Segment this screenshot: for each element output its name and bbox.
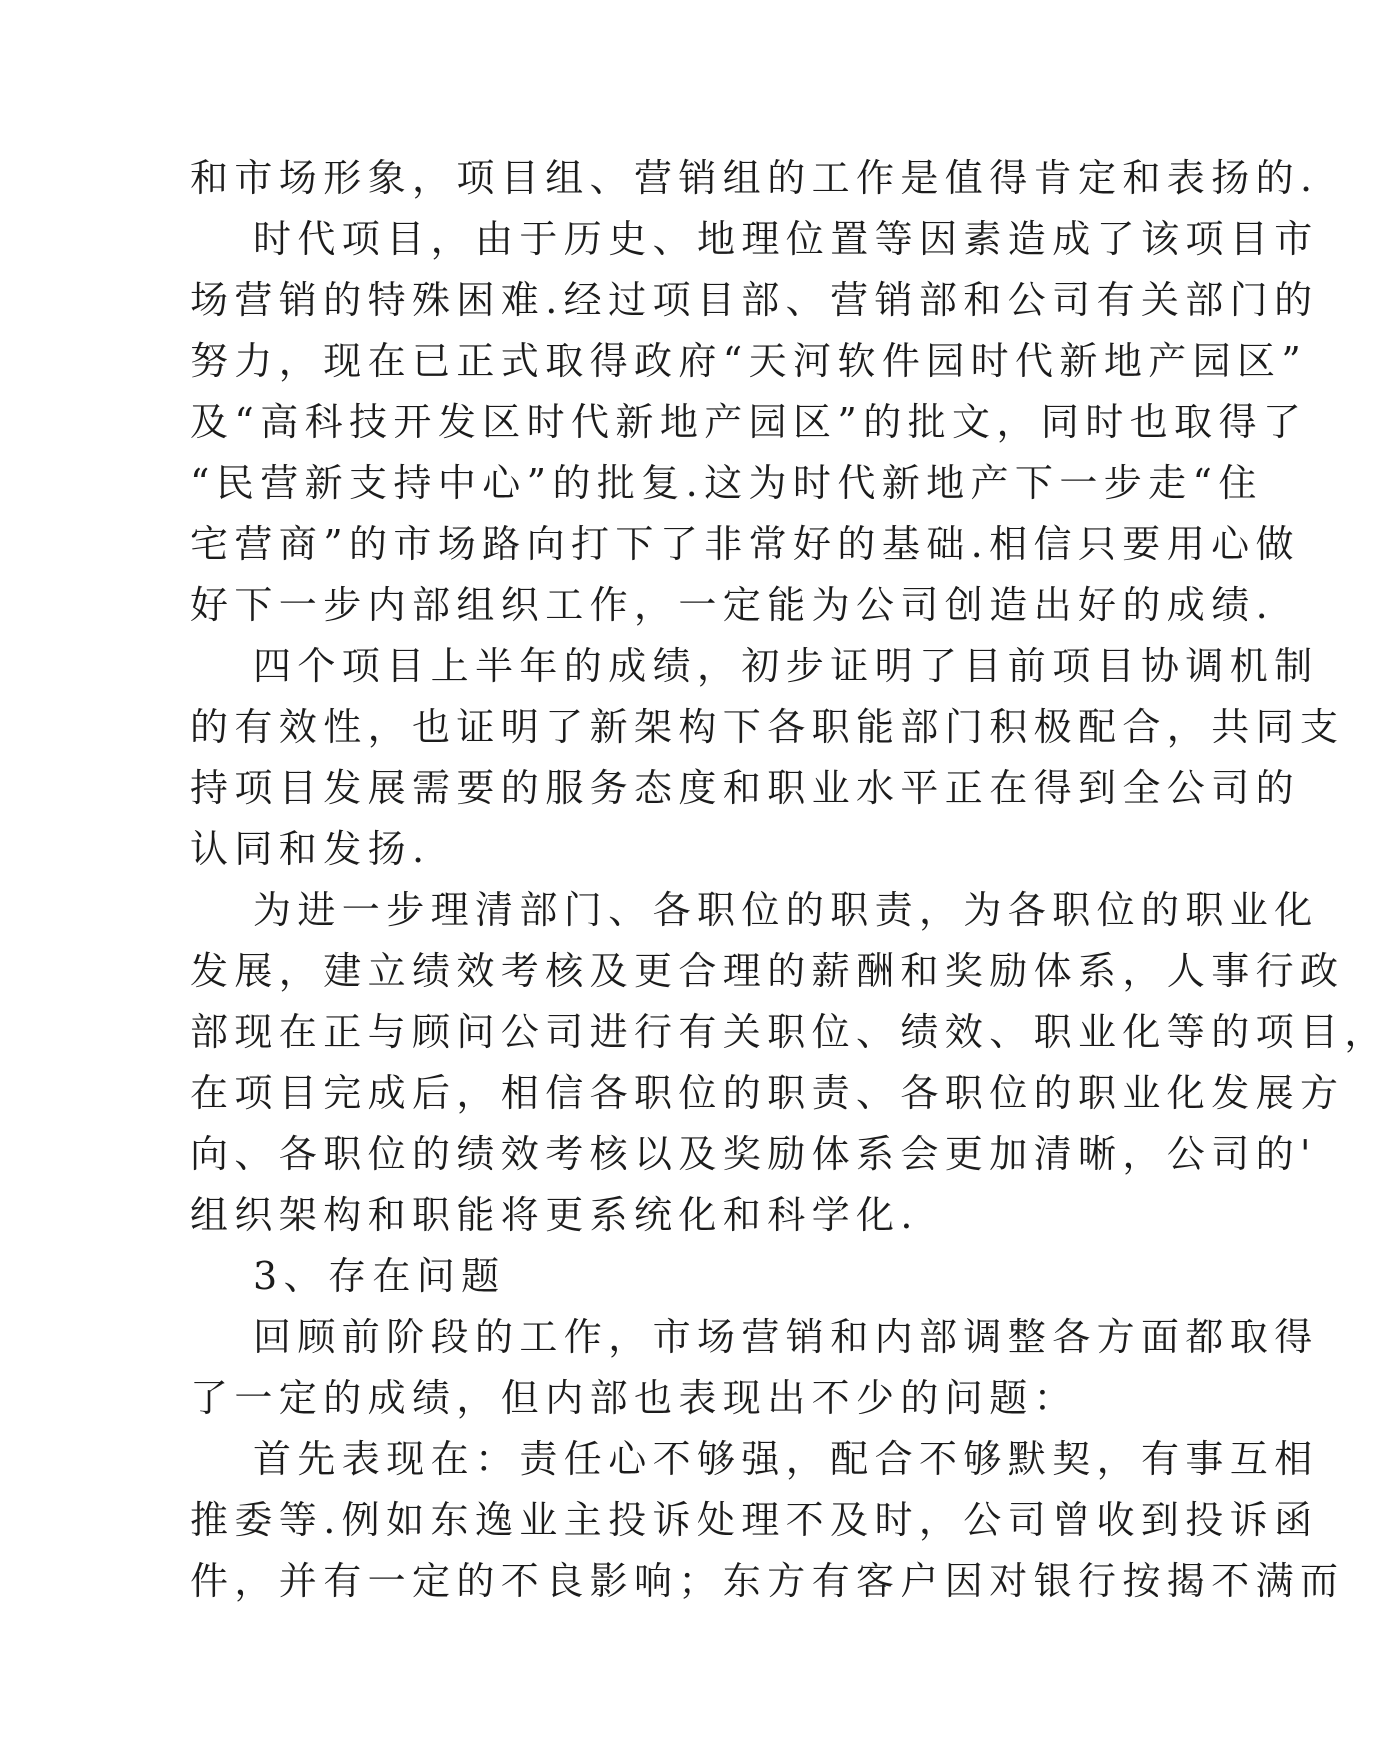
text-line: 的有效性，也证明了新架构下各职能部门积极配合，共同支 xyxy=(190,705,1345,749)
paragraph-first-line: 时代项目，由于历史、地理位置等因素造成了该项目市 xyxy=(253,217,1319,261)
text-line: 场营销的特殊困难.经过项目部、营销部和公司有关部门的 xyxy=(190,278,1319,322)
text-line: 和市场形象，项目组、营销组的工作是值得肯定和表扬的. xyxy=(190,156,1319,200)
text-line: 努力，现在已正式取得政府“天河软件园时代新地产园区” xyxy=(190,339,1308,383)
text-line: 件，并有一定的不良影响；东方有客户因对银行按揭不满而 xyxy=(190,1559,1345,1603)
text-line: 向、各职位的绩效考核以及奖励体系会更加清晰，公司的' xyxy=(190,1132,1317,1176)
text-line: 宅营商”的市场路向打下了非常好的基础.相信只要用心做 xyxy=(190,522,1300,566)
paragraph-first-line: 首先表现在：责任心不够强，配合不够默契，有事互相 xyxy=(253,1437,1319,1481)
text-line: 部现在正与顾问公司进行有关职位、绩效、职业化等的项目， xyxy=(190,1010,1389,1054)
text-line: 发展，建立绩效考核及更合理的薪酬和奖励体系，人事行政 xyxy=(190,949,1345,993)
text-line: 推委等.例如东逸业主投诉处理不及时，公司曾收到投诉函 xyxy=(190,1498,1319,1542)
paragraph-first-line: 为进一步理清部门、各职位的职责，为各职位的职业化 xyxy=(253,888,1319,932)
text-line: 在项目完成后，相信各职位的职责、各职位的职业化发展方 xyxy=(190,1071,1345,1115)
document-body xyxy=(190,148,1389,1612)
text-line: 组织架构和职能将更系统化和科学化. xyxy=(190,1193,919,1237)
text-line: “民营新支持中心”的批复.这为时代新地产下一步走“住 xyxy=(190,461,1263,505)
text-line: 认同和发扬. xyxy=(190,827,431,871)
paragraph-first-line: 四个项目上半年的成绩，初步证明了目前项目协调机制 xyxy=(253,644,1319,688)
text-line: 及“高科技开发区时代新地产园区”的批文，同时也取得了 xyxy=(190,400,1308,444)
paragraph-first-line: 3、存在问题 xyxy=(253,1254,506,1298)
paragraph-first-line: 回顾前阶段的工作，市场营销和内部调整各方面都取得 xyxy=(253,1315,1319,1359)
text-line: 好下一步内部组织工作，一定能为公司创造出好的成绩. xyxy=(190,583,1275,627)
text-line: 持项目发展需要的服务态度和职业水平正在得到全公司的 xyxy=(190,766,1301,810)
text-line: 了一定的成绩，但内部也表现出不少的问题： xyxy=(190,1376,1079,1420)
